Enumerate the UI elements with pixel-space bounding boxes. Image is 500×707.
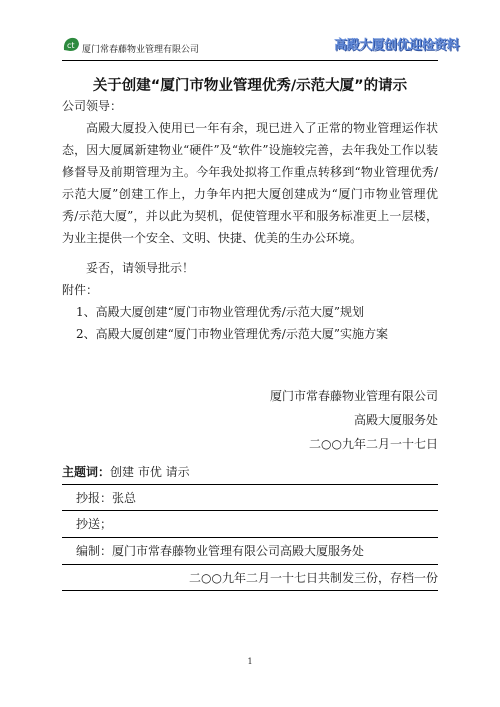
page-number: 1	[247, 657, 253, 666]
header-stamp: 高殿大厦创优迎检资料	[334, 38, 460, 53]
keywords-label: 主题词：	[62, 465, 111, 479]
rule	[62, 484, 438, 485]
salutation: 公司领导：	[62, 99, 123, 113]
issue-note: 二○○九年二月一十七日共制发三份，存档一份	[189, 571, 438, 585]
document-title: 关于创建“厦门市物业管理优秀/示范大厦”的请示	[92, 78, 408, 94]
body-paragraph: 高殿大厦投入使用已一年有余，现已进入了正常的物业管理运作状态，因大厦属新建物业“硬件”及“软件”设施较完善，去年我处工作以装修督导及前期管理为主。今年我处拟将工作重点转移到“物业管理优秀/示范大厦”创建工作上，力争年内把大厦创建成为“厦门市物业管理优秀/示范大厦”，并以此为契机，促使管理水平和服务标准更上一层楼，为业主提供一个安全、文明、快捷、优美的生办公环境。	[62, 121, 438, 245]
keywords-row	[62, 463, 190, 480]
attachment-item: 2、高殿大厦创建“厦门市物业管理优秀/示范大厦”实施方案	[76, 327, 388, 341]
attachments-label: 附件：	[62, 283, 99, 297]
compiled-by: 编制：厦门市常春藤物业管理有限公司高殿大厦服务处	[76, 544, 365, 558]
header-rule	[62, 60, 438, 61]
signature-company: 厦门市常春藤物业管理有限公司	[269, 389, 438, 403]
svg-text:ct: ct	[67, 41, 75, 50]
rule	[62, 510, 438, 511]
rule	[62, 590, 438, 591]
signature-date: 二○○九年二月一十七日	[309, 437, 438, 451]
rule	[62, 537, 438, 538]
attachment-item: 1、高殿大厦创建“厦门市物业管理优秀/示范大厦”规划	[76, 305, 364, 319]
page-header	[62, 30, 460, 62]
closing-line: 妥否，请领导批示！	[86, 261, 195, 275]
signature-department: 高殿大厦服务处	[353, 413, 438, 427]
company-logo-icon	[62, 36, 80, 52]
rule	[62, 564, 438, 565]
keywords-value: 创建 市优 请示	[110, 465, 190, 479]
cc-line: 抄送；	[76, 517, 113, 531]
report-to: 抄报：张总	[76, 491, 137, 505]
header-company-name: 厦门常春藤物业管理有限公司	[82, 45, 200, 55]
body-text	[62, 117, 438, 249]
